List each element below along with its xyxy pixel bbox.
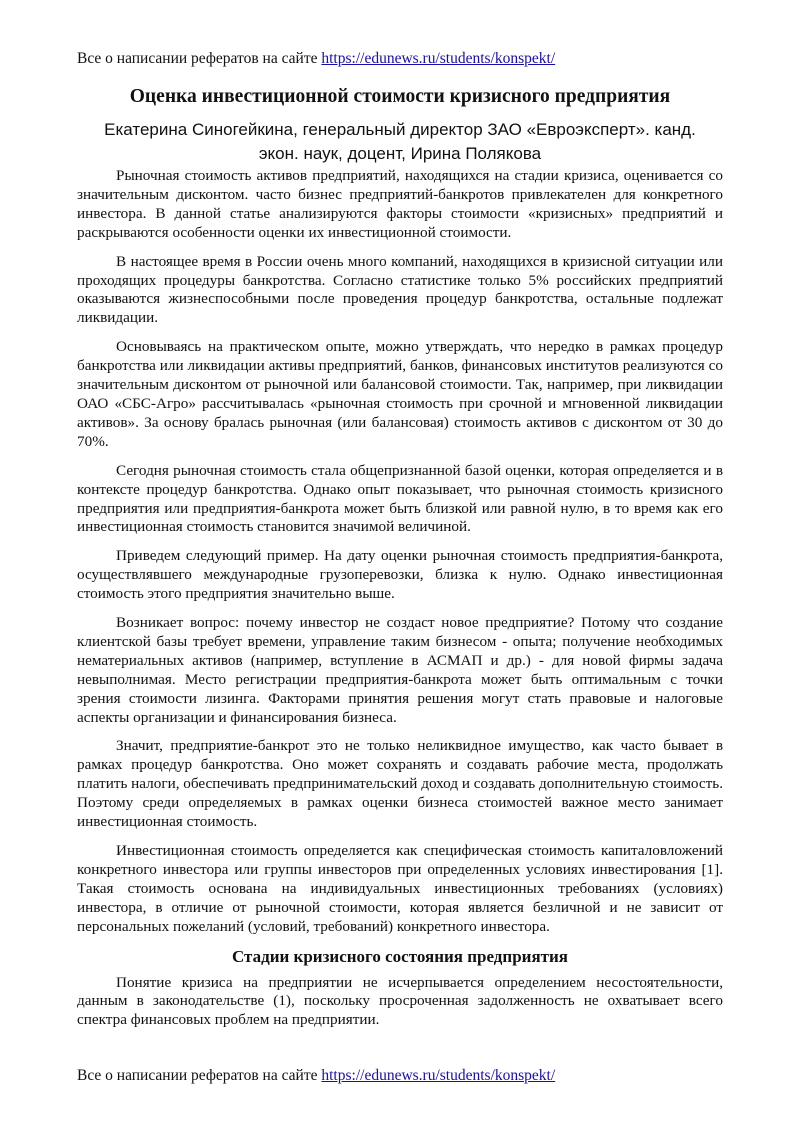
header-text: Все о написании рефератов на сайте: [77, 50, 322, 67]
paragraph-2: В настоящее время в России очень много компаний, находящихся в кризисной ситуации или проходящих процедуры банкротства. Согласно статистике только 5% российских предприятий оказываются жизнеспособными после проведения процедур банкротства, остальные подлежат ликвидации.: [77, 252, 723, 327]
section-paragraph-1: Понятие кризиса на предприятии не исчерпывается определением несостоятельности, данным в законодательстве (1), поскольку просроченная задолженность не охватывает всего спектра финансовых проблем на предприятии.: [77, 973, 723, 1029]
article-body: [77, 167, 723, 1040]
article-authors: [95, 118, 705, 166]
paragraph-8: Инвестиционная стоимость определяется как специфическая стоимость капиталовложений конкретного инвестора или группы инвесторов при определенных условиях инвестирования [1]. Такая стоимость основана на индивидуальных инвестиционных требованиях (условиях) инвестора, в отличие от рыночной стоимости, которая является безличной и не зависит от персональных пожеланий (условий, требований) конкретного инвестора.: [77, 842, 723, 935]
page-header: [77, 49, 555, 68]
authors-line-2: экон. наук, доцент, Ирина Полякова: [258, 144, 542, 163]
paragraph-3: Основываясь на практическом опыте, можно утверждать, что нередко в рамках процедур банкротства или ликвидации активы предприятий, банков, финансовых институтов реализуются со значительным дисконтом от рыночной или балансовой стоимости. Так, например, при ликвидации ОАО «СБС-Агро» рассчитывалась «рыночная стоимость при срочной и мгновенной ликвидации активов». За основу бралась рыночная (или балансовая) стоимость активов с дисконтом от 30 до 70%.: [77, 338, 723, 450]
paragraph-6: Возникает вопрос: почему инвестор не создаст новое предприятие? Потому что создание клиентской базы требует времени, управление таким бизнесом - опыта; получение необходимых нематериальных активов (например, вступление в АСМАП и др.) - для новой фирмы задача невыполнимая. Место регистрации предприятия-банкрота может быть оптимальным с точки зрения стоимости лизинга. Факторами принятия решения могут стать правовые и налоговые аспекты организации и финансирования бизнеса.: [77, 614, 723, 726]
section-heading: Стадии кризисного состояния предприятия: [232, 946, 568, 966]
footer-link[interactable]: https://edunews.ru/students/konspekt/: [321, 1067, 556, 1084]
paragraph-5: Приведем следующий пример. На дату оценки рыночная стоимость предприятия-банкрота, осуществлявшего международные грузоперевозки, близка к нулю. Однако инвестиционная стоимость этого предприятия значительно выше.: [77, 547, 723, 603]
paragraph-1: Рыночная стоимость активов предприятий, находящихся на стадии кризиса, оценивается со значительным дисконтом. часто бизнес предприятий-банкротов привлекателен для конкретного инвестора. В данной статье анализируются факторы стоимости «кризисных» предприятий и раскрываются особенности оценки их инвестиционной стоимости.: [77, 167, 723, 241]
paragraph-7: Значит, предприятие-банкрот это не только неликвидное имущество, как часто бывает в рамках процедур банкротства. Оно может сохранять и создавать рабочие места, продолжать платить налоги, обеспечивать предпринимательский доход и создавать дополнительную стоимость. Поэтому среди определяемых в рамках оценки бизнеса стоимостей важное место занимает инвестиционная стоимость.: [77, 737, 723, 831]
footer-text: Все о написании рефератов на сайте: [77, 1067, 322, 1084]
article-title: Оценка инвестиционной стоимости кризисного предприятия: [129, 86, 671, 107]
page-footer: [77, 1066, 555, 1085]
header-link[interactable]: https://edunews.ru/students/konspekt/: [321, 50, 556, 67]
authors-line-1: Екатерина Синогейкина, генеральный директор ЗАО «Евроэксперт». канд.: [104, 120, 696, 139]
paragraph-4: Сегодня рыночная стоимость стала общепризнанной базой оценки, которая определяется и в контексте процедур банкротства. Однако опыт показывает, что рыночная стоимость кризисного предприятия или предприятия-банкрота может быть близкой или равной нулю, в то время как его инвестиционная стоимость становится значимой величиной.: [77, 461, 723, 536]
